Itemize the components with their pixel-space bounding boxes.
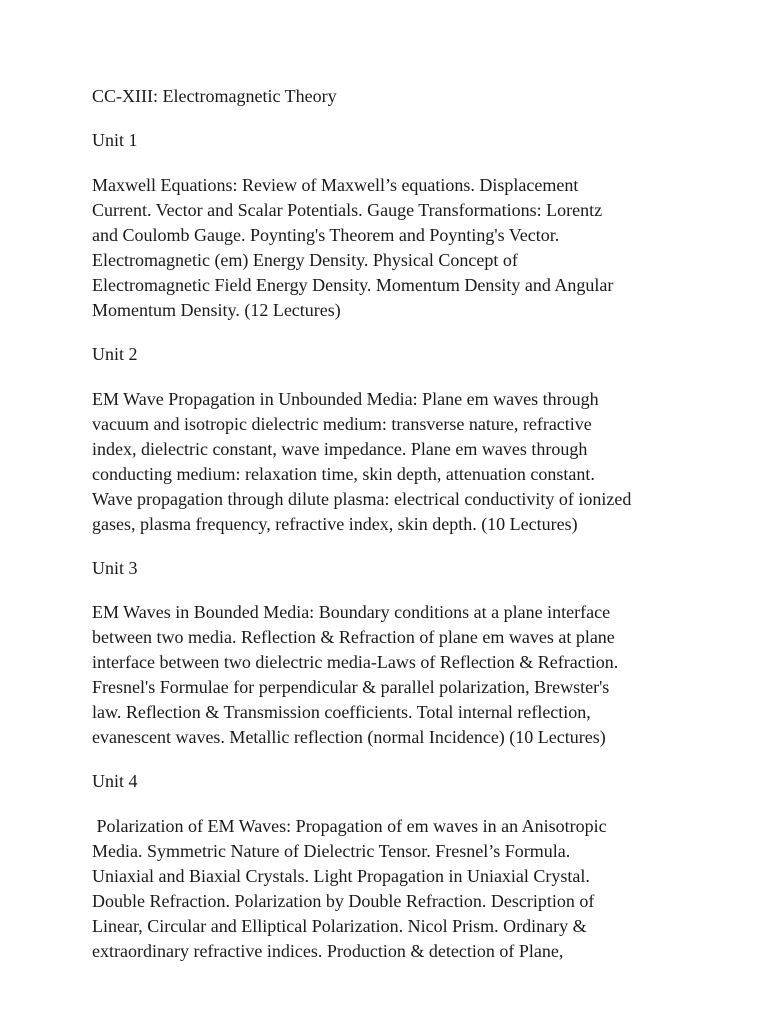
unit-1-heading: Unit 1 [92,130,138,150]
text-line: and Coulomb Gauge. Poynting's Theorem and Poynting's Vector. [92,225,560,245]
text-line: Linear, Circular and Elliptical Polarization. Nicol Prism. Ordinary & [92,916,587,936]
text-line: extraordinary refractive indices. Production & detection of Plane, [92,941,564,961]
text-line: Polarization of EM Waves: Propagation of em waves in an Anisotropic [92,816,607,836]
text-line: Media. Symmetric Nature of Dielectric Tensor. Fresnel’s Formula. [92,841,571,861]
text-line: law. Reflection & Transmission coefficients. Total internal reflection, [92,702,591,722]
text-line: interface between two dielectric media-Laws of Reflection & Refraction. [92,652,619,672]
unit-2-paragraph [92,387,690,537]
text-line: Electromagnetic Field Energy Density. Momentum Density and Angular [92,275,614,295]
text-line: Momentum Density. (12 Lectures) [92,300,341,320]
unit-4-heading: Unit 4 [92,771,138,791]
text-line: index, dielectric constant, wave impedance. Plane em waves through [92,439,588,459]
text-line: Fresnel's Formulae for perpendicular & parallel polarization, Brewster's [92,677,610,697]
document-content [92,84,690,964]
unit-3-heading: Unit 3 [92,558,138,578]
text-line: Electromagnetic (em) Energy Density. Physical Concept of [92,250,518,270]
text-line: EM Waves in Bounded Media: Boundary conditions at a plane interface [92,602,611,622]
text-line: Uniaxial and Biaxial Crystals. Light Propagation in Uniaxial Crystal. [92,866,590,886]
text-line: EM Wave Propagation in Unbounded Media: Plane em waves through [92,389,599,409]
text-line: conducting medium: relaxation time, skin depth, attenuation constant. [92,464,595,484]
unit-1-paragraph [92,173,690,323]
text-line: between two media. Reflection & Refraction of plane em waves at plane [92,627,615,647]
unit-4-paragraph [92,814,690,964]
document-title: CC-XIII: Electromagnetic Theory [92,86,337,106]
text-line: evanescent waves. Metallic reflection (normal Incidence) (10 Lectures) [92,727,606,747]
text-line: Wave propagation through dilute plasma: electrical conductivity of ionized [92,489,632,509]
text-line: Maxwell Equations: Review of Maxwell’s equations. Displacement [92,175,579,195]
unit-2-heading: Unit 2 [92,344,138,364]
text-line: Double Refraction. Polarization by Double Refraction. Description of [92,891,595,911]
unit-3-paragraph [92,600,690,750]
text-line: Current. Vector and Scalar Potentials. Gauge Transformations: Lorentz [92,200,603,220]
text-line: gases, plasma frequency, refractive index, skin depth. (10 Lectures) [92,514,578,534]
text-line: vacuum and isotropic dielectric medium: transverse nature, refractive [92,414,592,434]
